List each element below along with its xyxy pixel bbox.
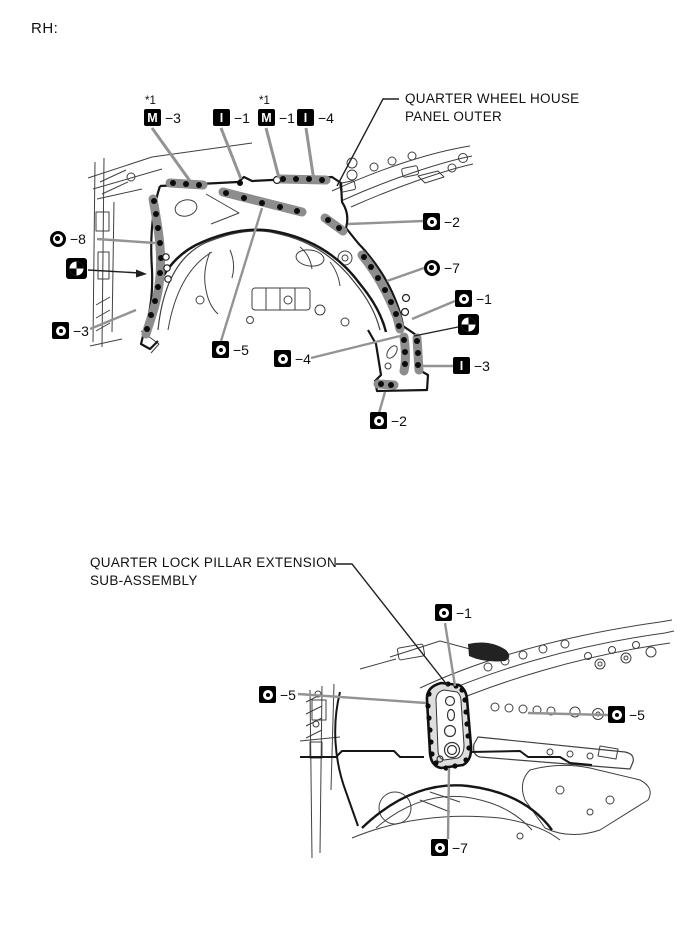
callout-number: −8 — [70, 231, 86, 247]
letter-i-icon: I — [213, 109, 230, 126]
callout-number: −7 — [452, 839, 468, 856]
callout-o-5-right — [608, 706, 645, 723]
callout-number: −1 — [476, 290, 492, 307]
callout-dot-7 — [424, 260, 460, 276]
callout-number: −2 — [391, 412, 407, 429]
callout-number: −5 — [280, 686, 296, 703]
callout-o-4 — [274, 350, 311, 367]
callout-number: −2 — [444, 213, 460, 230]
callout-number: −7 — [444, 260, 460, 276]
part-label-lock-pillar — [90, 554, 337, 590]
callout-dot-8 — [50, 231, 86, 247]
letter-m-icon: M — [258, 109, 275, 126]
lock-pillar-extension-part — [425, 681, 471, 770]
callout-sealer-right — [458, 314, 479, 335]
part-label-line2: PANEL OUTER — [405, 109, 503, 124]
callout-number: −1 — [279, 109, 295, 126]
spot-weld-ring-icon — [431, 839, 448, 856]
sealer-mark-icon — [66, 258, 87, 279]
spot-weld-ring-icon — [370, 412, 387, 429]
part-label-line1: QUARTER WHEEL HOUSE — [405, 91, 580, 106]
spot-weld-ring-icon — [435, 604, 452, 621]
callout-o-2-top — [423, 213, 460, 230]
sealer-mark-icon — [458, 314, 479, 335]
spot-weld-ring-icon — [423, 213, 440, 230]
letter-m-icon: M — [144, 109, 161, 126]
page-heading: RH: — [31, 20, 59, 37]
callout-i-1 — [213, 109, 250, 126]
leader-lines-gray — [90, 128, 608, 839]
part-label-wheel-house — [405, 90, 579, 126]
callout-number: −4 — [318, 109, 334, 126]
fender-blob — [468, 642, 509, 661]
callout-i-4 — [297, 109, 334, 126]
callout-m-3 — [144, 95, 181, 126]
spot-weld-ring-icon — [274, 350, 291, 367]
callout-number: −4 — [295, 350, 311, 367]
callout-number: −3 — [73, 322, 89, 339]
part-label-line1: QUARTER LOCK PILLAR EXTENSION — [90, 555, 338, 570]
callout-number: −5 — [233, 341, 249, 358]
callout-number: −1 — [456, 604, 472, 621]
part-label-line2: SUB-ASSEMBLY — [90, 573, 198, 588]
callout-o-5-left — [259, 686, 296, 703]
callout-number: −3 — [474, 357, 490, 374]
spot-weld-ring-icon — [259, 686, 276, 703]
callout-o-1-lower — [435, 604, 472, 621]
callout-o-3 — [52, 322, 89, 339]
callout-m-1 — [258, 95, 295, 126]
callout-number: −3 — [165, 109, 181, 126]
spot-weld-ring-icon — [212, 341, 229, 358]
callout-o-7-lower — [431, 839, 468, 856]
callout-prefix: *1 — [145, 95, 156, 107]
callout-o-1-top — [455, 290, 492, 307]
spot-weld-ring-icon — [455, 290, 472, 307]
spot-weld-ring-icon — [52, 322, 69, 339]
callout-prefix: *1 — [259, 95, 270, 107]
callout-o-2-bottom — [370, 412, 407, 429]
leader-lines-black — [88, 99, 458, 686]
plug-weld-icon — [424, 260, 440, 276]
callout-i-3 — [453, 357, 490, 374]
arrowhead — [136, 270, 147, 278]
letter-i-icon: I — [453, 357, 470, 374]
callout-number: −5 — [629, 706, 645, 723]
spot-weld-ring-icon — [608, 706, 625, 723]
callout-number: −1 — [234, 109, 250, 126]
plug-weld-icon — [50, 231, 66, 247]
callout-o-5 — [212, 341, 249, 358]
callout-sealer-left — [66, 258, 87, 279]
letter-i-icon: I — [297, 109, 314, 126]
